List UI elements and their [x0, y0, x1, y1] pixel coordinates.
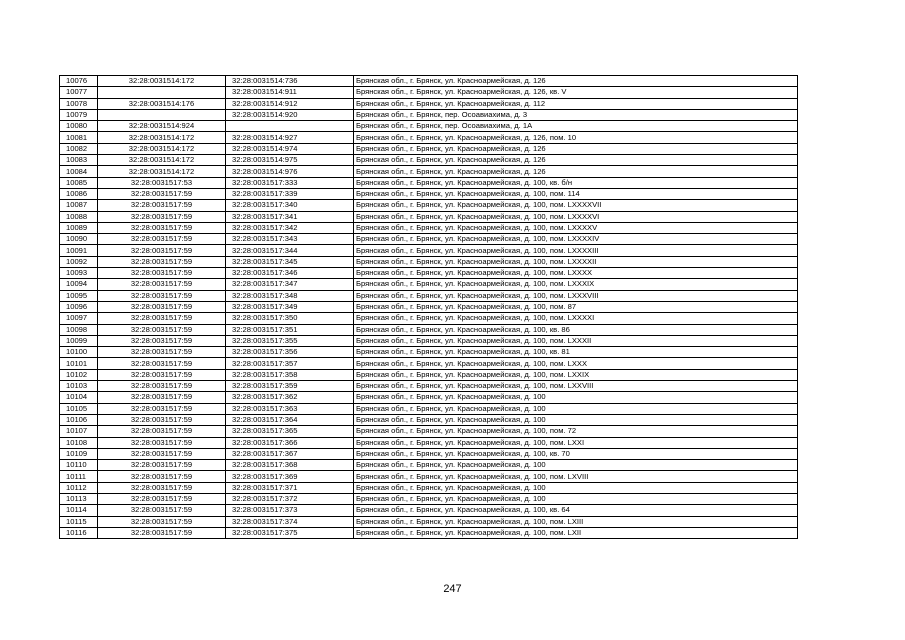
- address-cell: Брянская обл., г. Брянск, ул. Красноармейская, д. 100, пом. LXXXX: [354, 268, 798, 279]
- parent-cadastral-number-cell: 32:28:0031514:172: [98, 166, 226, 177]
- cadastral-number-cell: 32:28:0031517:348: [226, 290, 354, 301]
- address-cell: Брянская обл., г. Брянск, ул. Красноармейская, д. 100, пом. LXXXXIII: [354, 245, 798, 256]
- parent-cadastral-number-cell: 32:28:0031517:59: [98, 290, 226, 301]
- table-row: [60, 256, 798, 267]
- address-cell: Брянская обл., г. Брянск, ул. Красноармейская, д. 100, пом. LXIII: [354, 516, 798, 527]
- address-cell: Брянская обл., г. Брянск, ул. Красноармейская, д. 100, пом. LXVIII: [354, 471, 798, 482]
- parent-cadastral-number-cell: 32:28:0031517:59: [98, 493, 226, 504]
- row-number-cell: 10092: [60, 256, 98, 267]
- address-cell: Брянская обл., г. Брянск, ул. Красноармейская, д. 100, пом. LXXXXVI: [354, 211, 798, 222]
- cadastral-number-cell: 32:28:0031517:373: [226, 505, 354, 516]
- cadastral-number-cell: 32:28:0031517:363: [226, 403, 354, 414]
- cadastral-number-cell: 32:28:0031517:344: [226, 245, 354, 256]
- table-row: [60, 516, 798, 527]
- parent-cadastral-number-cell: 32:28:0031514:176: [98, 98, 226, 109]
- cadastral-number-cell: 32:28:0031517:366: [226, 437, 354, 448]
- parent-cadastral-number-cell: 32:28:0031517:59: [98, 369, 226, 380]
- table-row: [60, 482, 798, 493]
- row-number-cell: 10096: [60, 301, 98, 312]
- row-number-cell: 10090: [60, 234, 98, 245]
- parent-cadastral-number-cell: 32:28:0031517:59: [98, 471, 226, 482]
- address-cell: Брянская обл., г. Брянск, ул. Красноармейская, д. 100, пом. LXXI: [354, 437, 798, 448]
- cadastral-number-cell: 32:28:0031514:927: [226, 132, 354, 143]
- table-row: [60, 268, 798, 279]
- table-row: [60, 448, 798, 459]
- row-number-cell: 10113: [60, 493, 98, 504]
- table-row: [60, 188, 798, 199]
- row-number-cell: 10078: [60, 98, 98, 109]
- parent-cadastral-number-cell: 32:28:0031517:59: [98, 516, 226, 527]
- parent-cadastral-number-cell: 32:28:0031517:59: [98, 460, 226, 471]
- table-row: [60, 313, 798, 324]
- table-row: [60, 426, 798, 437]
- table-row: [60, 143, 798, 154]
- cadastral-number-cell: 32:28:0031517:359: [226, 381, 354, 392]
- row-number-cell: 10115: [60, 516, 98, 527]
- cadastral-number-cell: 32:28:0031517:372: [226, 493, 354, 504]
- table-row: [60, 527, 798, 538]
- cadastral-number-cell: 32:28:0031517:369: [226, 471, 354, 482]
- row-number-cell: 10101: [60, 358, 98, 369]
- row-number-cell: 10102: [60, 369, 98, 380]
- table-row: [60, 460, 798, 471]
- address-cell: Брянская обл., г. Брянск, ул. Красноармейская, д. 100, кв. 70: [354, 448, 798, 459]
- address-cell: Брянская обл., г. Брянск, ул. Красноармейская, д. 100, пом. 72: [354, 426, 798, 437]
- row-number-cell: 10077: [60, 87, 98, 98]
- table-row: [60, 290, 798, 301]
- row-number-cell: 10110: [60, 460, 98, 471]
- parent-cadastral-number-cell: 32:28:0031517:59: [98, 188, 226, 199]
- parent-cadastral-number-cell: 32:28:0031517:59: [98, 234, 226, 245]
- table-row: [60, 403, 798, 414]
- parent-cadastral-number-cell: 32:28:0031517:59: [98, 347, 226, 358]
- parent-cadastral-number-cell: 32:28:0031517:59: [98, 403, 226, 414]
- cadastral-number-cell: 32:28:0031514:736: [226, 76, 354, 87]
- table-row: [60, 76, 798, 87]
- address-cell: Брянская обл., г. Брянск, ул. Красноармейская, д. 100: [354, 482, 798, 493]
- cadastral-number-cell: 32:28:0031517:371: [226, 482, 354, 493]
- address-cell: Брянская обл., г. Брянск, ул. Красноармейская, д. 126, пом. 10: [354, 132, 798, 143]
- row-number-cell: 10099: [60, 335, 98, 346]
- cadastral-number-cell: 32:28:0031517:356: [226, 347, 354, 358]
- table-row: [60, 177, 798, 188]
- property-registry-table: [59, 75, 798, 539]
- row-number-cell: 10107: [60, 426, 98, 437]
- cadastral-number-cell: 32:28:0031514:974: [226, 143, 354, 154]
- parent-cadastral-number-cell: 32:28:0031517:59: [98, 448, 226, 459]
- address-cell: Брянская обл., г. Брянск, ул. Красноармейская, д. 100, пом. LXXXXI: [354, 313, 798, 324]
- address-cell: Брянская обл., г. Брянск, ул. Красноармейская, д. 100, пом. LXXX: [354, 358, 798, 369]
- table-row: [60, 493, 798, 504]
- address-cell: Брянская обл., г. Брянск, пер. Осоавиахима, д. 3: [354, 109, 798, 120]
- cadastral-number-cell: 32:28:0031514:912: [226, 98, 354, 109]
- parent-cadastral-number-cell: 32:28:0031517:59: [98, 222, 226, 233]
- address-cell: Брянская обл., г. Брянск, ул. Красноармейская, д. 100, пом. LXXXXVII: [354, 200, 798, 211]
- parent-cadastral-number-cell: 32:28:0031517:59: [98, 426, 226, 437]
- row-number-cell: 10100: [60, 347, 98, 358]
- parent-cadastral-number-cell: 32:28:0031514:924: [98, 121, 226, 132]
- row-number-cell: 10105: [60, 403, 98, 414]
- table-row: [60, 279, 798, 290]
- parent-cadastral-number-cell: 32:28:0031517:59: [98, 324, 226, 335]
- address-cell: Брянская обл., г. Брянск, ул. Красноармейская, д. 100, пом. 87: [354, 301, 798, 312]
- table-row: [60, 98, 798, 109]
- cadastral-number-cell: 32:28:0031517:339: [226, 188, 354, 199]
- table-row: [60, 155, 798, 166]
- parent-cadastral-number-cell: 32:28:0031514:172: [98, 132, 226, 143]
- cadastral-number-cell: 32:28:0031517:362: [226, 392, 354, 403]
- row-number-cell: 10103: [60, 381, 98, 392]
- table-row: [60, 324, 798, 335]
- address-cell: Брянская обл., г. Брянск, ул. Красноармейская, д. 126: [354, 143, 798, 154]
- table-row: [60, 505, 798, 516]
- row-number-cell: 10086: [60, 188, 98, 199]
- address-cell: Брянская обл., г. Брянск, ул. Красноармейская, д. 100, пом. LXXXIX: [354, 279, 798, 290]
- table-row: [60, 392, 798, 403]
- row-number-cell: 10084: [60, 166, 98, 177]
- row-number-cell: 10081: [60, 132, 98, 143]
- address-cell: Брянская обл., г. Брянск, ул. Красноармейская, д. 126: [354, 155, 798, 166]
- row-number-cell: 10097: [60, 313, 98, 324]
- cadastral-number-cell: 32:28:0031517:342: [226, 222, 354, 233]
- row-number-cell: 10094: [60, 279, 98, 290]
- parent-cadastral-number-cell: 32:28:0031517:59: [98, 381, 226, 392]
- parent-cadastral-number-cell: 32:28:0031517:59: [98, 527, 226, 538]
- parent-cadastral-number-cell: 32:28:0031517:59: [98, 200, 226, 211]
- row-number-cell: 10089: [60, 222, 98, 233]
- parent-cadastral-number-cell: 32:28:0031517:59: [98, 335, 226, 346]
- row-number-cell: 10087: [60, 200, 98, 211]
- table-row: [60, 87, 798, 98]
- cadastral-number-cell: 32:28:0031517:345: [226, 256, 354, 267]
- address-cell: Брянская обл., г. Брянск, ул. Красноармейская, д. 126: [354, 166, 798, 177]
- table-row: [60, 245, 798, 256]
- parent-cadastral-number-cell: 32:28:0031517:59: [98, 301, 226, 312]
- row-number-cell: 10080: [60, 121, 98, 132]
- row-number-cell: 10085: [60, 177, 98, 188]
- table-row: [60, 335, 798, 346]
- parent-cadastral-number-cell: 32:28:0031517:59: [98, 358, 226, 369]
- cadastral-number-cell: 32:28:0031517:350: [226, 313, 354, 324]
- cadastral-number-cell: 32:28:0031517:367: [226, 448, 354, 459]
- address-cell: Брянская обл., г. Брянск, ул. Красноармейская, д. 100, кв. б/н: [354, 177, 798, 188]
- table-row: [60, 414, 798, 425]
- table-row: [60, 369, 798, 380]
- address-cell: Брянская обл., г. Брянск, ул. Красноармейская, д. 126, кв. V: [354, 87, 798, 98]
- parent-cadastral-number-cell: 32:28:0031517:59: [98, 392, 226, 403]
- parent-cadastral-number-cell: [98, 87, 226, 98]
- address-cell: Брянская обл., г. Брянск, ул. Красноармейская, д. 100, пом. LXXXII: [354, 335, 798, 346]
- table-row: [60, 358, 798, 369]
- table-row: [60, 301, 798, 312]
- parent-cadastral-number-cell: 32:28:0031517:59: [98, 268, 226, 279]
- row-number-cell: 10109: [60, 448, 98, 459]
- table-row: [60, 166, 798, 177]
- table-row: [60, 437, 798, 448]
- parent-cadastral-number-cell: 32:28:0031514:172: [98, 76, 226, 87]
- row-number-cell: 10111: [60, 471, 98, 482]
- cadastral-number-cell: 32:28:0031517:341: [226, 211, 354, 222]
- cadastral-number-cell: 32:28:0031517:365: [226, 426, 354, 437]
- row-number-cell: 10093: [60, 268, 98, 279]
- cadastral-number-cell: 32:28:0031517:358: [226, 369, 354, 380]
- page-number: 247: [443, 583, 462, 595]
- parent-cadastral-number-cell: 32:28:0031517:59: [98, 437, 226, 448]
- cadastral-number-cell: 32:28:0031517:349: [226, 301, 354, 312]
- address-cell: Брянская обл., г. Брянск, пер. Осоавиахима, д. 1А: [354, 121, 798, 132]
- cadastral-number-cell: 32:28:0031517:343: [226, 234, 354, 245]
- parent-cadastral-number-cell: 32:28:0031514:172: [98, 155, 226, 166]
- cadastral-number-cell: 32:28:0031517:346: [226, 268, 354, 279]
- cadastral-number-cell: 32:28:0031517:364: [226, 414, 354, 425]
- address-cell: Брянская обл., г. Брянск, ул. Красноармейская, д. 100, кв. 86: [354, 324, 798, 335]
- cadastral-number-cell: 32:28:0031517:368: [226, 460, 354, 471]
- address-cell: Брянская обл., г. Брянск, ул. Красноармейская, д. 100, пом. LXXXXIV: [354, 234, 798, 245]
- address-cell: Брянская обл., г. Брянск, ул. Красноармейская, д. 126: [354, 76, 798, 87]
- parent-cadastral-number-cell: 32:28:0031517:59: [98, 313, 226, 324]
- address-cell: Брянская обл., г. Брянск, ул. Красноармейская, д. 100: [354, 493, 798, 504]
- row-number-cell: 10091: [60, 245, 98, 256]
- address-cell: Брянская обл., г. Брянск, ул. Красноармейская, д. 100: [354, 403, 798, 414]
- cadastral-number-cell: 32:28:0031517:357: [226, 358, 354, 369]
- address-cell: Брянская обл., г. Брянск, ул. Красноармейская, д. 100: [354, 392, 798, 403]
- address-cell: Брянская обл., г. Брянск, ул. Красноармейская, д. 100, кв. 81: [354, 347, 798, 358]
- table-row: [60, 121, 798, 132]
- cadastral-number-cell: 32:28:0031514:976: [226, 166, 354, 177]
- parent-cadastral-number-cell: 32:28:0031517:59: [98, 482, 226, 493]
- row-number-cell: 10083: [60, 155, 98, 166]
- parent-cadastral-number-cell: 32:28:0031517:59: [98, 279, 226, 290]
- address-cell: Брянская обл., г. Брянск, ул. Красноармейская, д. 100, пом. LXXXXII: [354, 256, 798, 267]
- cadastral-number-cell: 32:28:0031517:375: [226, 527, 354, 538]
- cadastral-number-cell: 32:28:0031517:374: [226, 516, 354, 527]
- row-number-cell: 10076: [60, 76, 98, 87]
- row-number-cell: 10114: [60, 505, 98, 516]
- table-row: [60, 381, 798, 392]
- row-number-cell: 10079: [60, 109, 98, 120]
- address-cell: Брянская обл., г. Брянск, ул. Красноармейская, д. 100: [354, 414, 798, 425]
- cadastral-number-cell: 32:28:0031517:355: [226, 335, 354, 346]
- table-row: [60, 132, 798, 143]
- table-row: [60, 234, 798, 245]
- address-cell: Брянская обл., г. Брянск, ул. Красноармейская, д. 100, пом. 114: [354, 188, 798, 199]
- address-cell: Брянская обл., г. Брянск, ул. Красноармейская, д. 100, пом. LXII: [354, 527, 798, 538]
- table-row: [60, 211, 798, 222]
- parent-cadastral-number-cell: [98, 109, 226, 120]
- table-row: [60, 200, 798, 211]
- row-number-cell: 10095: [60, 290, 98, 301]
- cadastral-number-cell: [226, 121, 354, 132]
- cadastral-number-cell: 32:28:0031514:920: [226, 109, 354, 120]
- cadastral-number-cell: 32:28:0031514:911: [226, 87, 354, 98]
- parent-cadastral-number-cell: 32:28:0031517:59: [98, 505, 226, 516]
- address-cell: Брянская обл., г. Брянск, ул. Красноармейская, д. 100, кв. 64: [354, 505, 798, 516]
- row-number-cell: 10112: [60, 482, 98, 493]
- address-cell: Брянская обл., г. Брянск, ул. Красноармейская, д. 100, пом. LXXXXV: [354, 222, 798, 233]
- cadastral-number-cell: 32:28:0031517:333: [226, 177, 354, 188]
- address-cell: Брянская обл., г. Брянск, ул. Красноармейская, д. 100: [354, 460, 798, 471]
- parent-cadastral-number-cell: 32:28:0031517:59: [98, 414, 226, 425]
- address-cell: Брянская обл., г. Брянск, ул. Красноармейская, д. 100, пом. LXXIX: [354, 369, 798, 380]
- row-number-cell: 10104: [60, 392, 98, 403]
- parent-cadastral-number-cell: 32:28:0031514:172: [98, 143, 226, 154]
- row-number-cell: 10082: [60, 143, 98, 154]
- cadastral-number-cell: 32:28:0031514:975: [226, 155, 354, 166]
- address-cell: Брянская обл., г. Брянск, ул. Красноармейская, д. 112: [354, 98, 798, 109]
- cadastral-number-cell: 32:28:0031517:340: [226, 200, 354, 211]
- table-row: [60, 222, 798, 233]
- table-row: [60, 471, 798, 482]
- cadastral-number-cell: 32:28:0031517:351: [226, 324, 354, 335]
- row-number-cell: 10116: [60, 527, 98, 538]
- parent-cadastral-number-cell: 32:28:0031517:59: [98, 211, 226, 222]
- parent-cadastral-number-cell: 32:28:0031517:59: [98, 245, 226, 256]
- registry-table-body: [60, 76, 798, 539]
- row-number-cell: 10098: [60, 324, 98, 335]
- table-row: [60, 109, 798, 120]
- parent-cadastral-number-cell: 32:28:0031517:53: [98, 177, 226, 188]
- address-cell: Брянская обл., г. Брянск, ул. Красноармейская, д. 100, пом. LXXVIII: [354, 381, 798, 392]
- row-number-cell: 10108: [60, 437, 98, 448]
- cadastral-number-cell: 32:28:0031517:347: [226, 279, 354, 290]
- row-number-cell: 10106: [60, 414, 98, 425]
- parent-cadastral-number-cell: 32:28:0031517:59: [98, 256, 226, 267]
- row-number-cell: 10088: [60, 211, 98, 222]
- address-cell: Брянская обл., г. Брянск, ул. Красноармейская, д. 100, пом. LXXXVIII: [354, 290, 798, 301]
- table-row: [60, 347, 798, 358]
